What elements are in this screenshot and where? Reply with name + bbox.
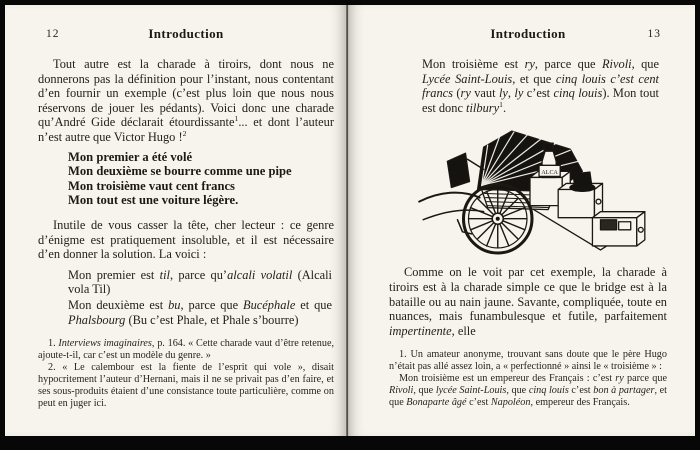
page-left [5,5,345,436]
running-title-left: Introduction [148,26,224,41]
page-header-left [38,26,334,44]
solution-troisieme: Mon troisième est ry, parce que Rivoli, que Lycée Saint-Louis, et que cinq louis c’est cent francs (ry vaut ly, ly c’est cinq louis). Mon tout est donc tilbury$^1$. [422,57,660,115]
page-right [349,5,695,436]
paragraph-comparison: Comme on le voit par cet exemple, la charade à tiroirs est à la charade simple ce que le bridge est à la bataille ou au nain jaune. Savante, compliquée, toute en nuances, mais funambulesque et futile, parfaitement impertinente, elle [389,265,667,338]
charade-verse: Mon premier a été volé Mon deuxième se bourre comme une pipe Mon troisième vaut cent francs Mon tout est une voiture légère. [68,149,292,208]
footnote-amateur-verse: Mon troisième est un empereur des Français : c’est ry parce que Rivoli, que lycée Saint-Louis, que cinq louis c’est bon à partager, et que Bonaparte âgé c’est Napoléon, empereur des Français. [389,373,668,408]
carriage-dashboard [447,154,469,188]
solution-block [68,268,332,327]
page-number-right: 13 [647,28,661,40]
paragraph-charade-intro: Tout autre est la charade à tiroirs, dont nous ne donnerons pas la définition pour l’instant, nous contentant d’en fournir un exemple (c’est plus loin que nous nous réservons de jouer les pédants). Voici donc une charade qu’André Gide déclarait étourdissante$^1$... et dont l’auteur n’est autre que Victor Hugo !$^2$ [38,57,334,144]
running-title-right: Introduction [490,26,566,41]
tilbury-illustration [417,121,649,257]
solution-premier: Mon premier est til, parce qu’alcali volatil (Alcali vola Til) [68,267,332,297]
bottle-label: ALCA [541,170,558,177]
footnote-1: 1. Interviews imaginaires, p. 164. « Cette charade vaut d’être retenue, ajoute-t-il, car c’est un modèle du genre. » [38,338,335,361]
footnotes-right [389,349,667,409]
footnotes-left [38,338,334,409]
carriage-wheel [463,185,532,254]
top-hat [569,172,595,193]
footnote-amateur: 1. Un amateur anonyme, trouvant sans doute que le père Hugo n’était pas allé assez loin, a « perfectionné » ainsi le « troisième » : [389,349,667,373]
solution-deuxieme: Mon deuxième est bu, parce que Bucéphale et que Phalsbourg (Bu c’est Phale, et Phale s’bourre) [68,297,333,327]
page-header-right [389,26,667,44]
drawer-contents [600,220,616,230]
book-spread [5,5,695,436]
footnote-2: 2. « Le calembour est la fiente de l’esprit qui vole », disait hypocritement l’auteur d’Hernani, mais il ne se privait pas d’en faire, et ses sous-produits étaient d’une consistance toute particulière, comme on peut en juger ici. [38,361,334,409]
page-number-left: 12 [46,28,60,40]
paragraph-solution-intro: Inutile de vous casser la tête, cher lecteur : ce genre d’énigme est pratiquement insoluble, et il est nécessaire d’en donner la solution. La voici : [38,217,334,262]
